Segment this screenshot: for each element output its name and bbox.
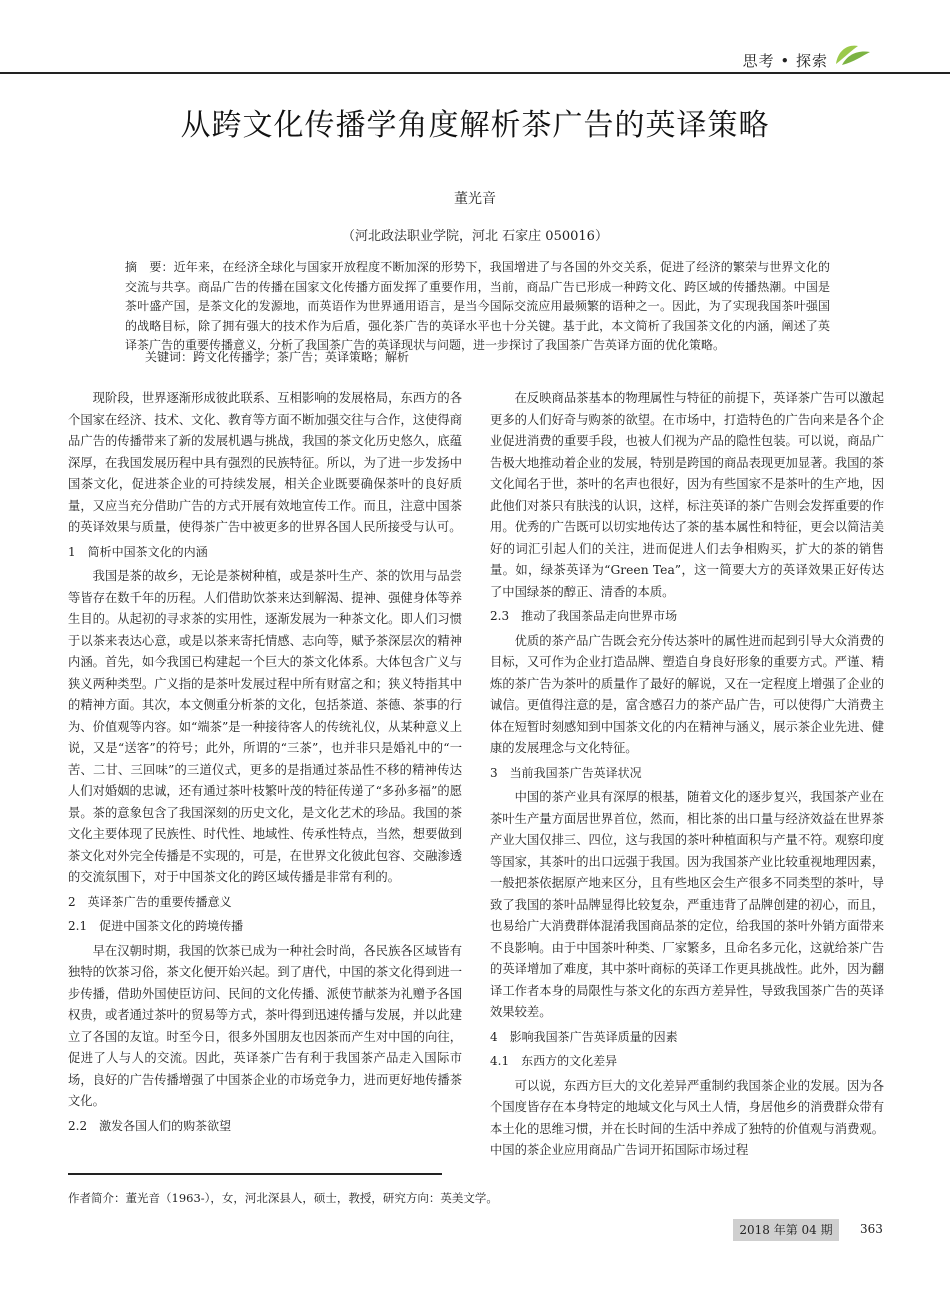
section-heading: 1 简析中国茶文化的内涵 (68, 544, 208, 559)
subsection-heading: 2.1 促进中国茶文化的跨境传播 (68, 919, 244, 933)
page-number: 363 (860, 1222, 883, 1236)
paper-title: 从跨文化传播学角度解析茶广告的英译策略 (180, 108, 770, 143)
right-column (490, 388, 884, 1162)
paragraph: 在反映商品茶基本的物理属性与特征的前提下，英译茶广告可以激起更多的人们好奇与购茶的欲望。在市场中，打造特色的广告向来是各个企业促进消费的重要手段，也被人们视为产品的隐性包装。可以说，商品广告极大地推动着企业的发展，特别是跨国的商品表现更加显著。我国的茶文化闻名于世，茶叶的名声也很好，因为有些国家不是茶叶的生产地，因此他们对茶只有肤浅的认识，这样，标注英译的茶广告则会发挥重要的作用。优秀的广告既可以切实地传达了茶的基本属性和特征，更会以简洁美好的词汇引起人们的关注，进而促进人们去争相购买，扩大的茶的销售量。如，绿茶英译为“Green Tea”，这一简要大方的英译效果正好传达了中国绿茶的醇正、清香的本质。 (490, 391, 884, 599)
subsection-heading: 4.1 东西方的文化差异 (490, 1054, 618, 1068)
affiliation: （河北政法职业学院，河北 石家庄 050016） (342, 229, 608, 244)
author-name: 董光音 (454, 191, 496, 207)
section-heading: 4 影响我国茶广告英译质量的因素 (490, 1029, 678, 1044)
paragraph: 优质的茶产品广告既会充分传达茶叶的属性进而起到引导大众消费的目标，又可作为企业打造品牌、塑造自身良好形象的重要方式。严谨、精炼的茶广告为茶叶的质量作了最好的解说，又在一定程度上增强了企业的诚信。更值得注意的是，富含感召力的茶产品广告，可以使得广大消费主体在短暂时刻感知到中国茶文化的内在精神与涵义，展示茶企业先进、健康的发展理念与文化特征。 (490, 633, 884, 755)
paragraph: 我国是茶的故乡，无论是茶树种植，或是茶叶生产、茶的饮用与品尝等皆存在数千年的历程。人们借助饮茶来达到解渴、提神、强健身体等养生目的。从起初的寻求茶的实用性，逐渐发展为一种茶文化。即人们习惯于以茶来表达心意，或是以茶来寄托情感、志向等，赋予茶深层次的精神内涵。首先，如今我国已构建起一个巨大的茶文化体系。大体包含广义与狭义两种类型。广义指的是茶叶发展过程中所有财富之和；狭义特指其中的精神方面。其次，本文侧重分析茶的文化，包括茶道、茶德、茶事的行为、价值观等内容。如“端茶”是一种接待客人的传统礼仪，从某种意义上说，又是“送客”的符号；此外，所谓的“三茶”，也并非只是婚礼中的“一苦、二甘、三回味”的三道仪式，更多的是指通过茶品性不移的精神传达人们对婚姻的忠诚，还有通过茶叶枝繁叶茂的特征传递了“多孙多福”的愿景。茶的意象包含了我国深刻的历史文化，是文化艺术的珍品。我国的茶文化主要体现了民族性、时代性、地域性、传承性特点，当然，想要做到茶文化对外完全传播是不实现的，可是，在世界文化彼此包容、交融渗透的交流氛围下，对于中国茶文化的跨区域传播是非常有利的。 (68, 569, 462, 884)
left-column (68, 388, 462, 1140)
subsection-heading: 2.3 推动了我国茶品走向世界市场 (490, 609, 678, 623)
author-footnote: 作者简介：董光音（1963-），女，河北深县人，硕士，教授，研究方向：英美文学。 (68, 1191, 498, 1205)
issue-label: 2018 年第 04 期 (733, 1219, 839, 1241)
subsection-heading: 2.2 激发各国人们的购茶欲望 (68, 1118, 232, 1133)
paragraph: 可以说，东西方巨大的文化差异严重制约我国茶企业的发展。因为各个国度皆存在本身特定的地域文化与风土人情，身居他乡的消费群众带有本土化的思维习惯，并在长时间的生活中养成了独特的价值观与消费观。中国的茶企业应用商品广告词开拓国际市场过程 (490, 1078, 884, 1157)
footnote-rule (68, 1173, 442, 1175)
header-rule (0, 72, 950, 74)
paragraph: 现阶段，世界逐渐形成彼此联系、互相影响的发展格局，东西方的各个国家在经济、技术、文化、教育等方面不断加强交往与合作，这使得商品广告的传播带来了新的发展机遇与挑战，我国的茶文化历史悠久，底蕴深厚，在我国发展历程中具有强烈的民族特征。所以，为了进一步发扬中国茶文化，促进茶企业的可持续发展，相关企业既要确保茶叶的良好质量，又应当充分借助广告的方式开展有效地宣传工作。而且，注意中国茶的英译效果与质量，使得茶广告中被更多的世界各国人民所接受与认可。 (68, 391, 462, 534)
section-header: 思考 • 探索 (742, 52, 828, 70)
paragraph: 早在汉朝时期，我国的饮茶已成为一种社会时尚，各民族各区域皆有独特的饮茶习俗，茶文化便开始兴起。到了唐代，中国的茶文化得到进一步传播，借助外国使臣访问、民间的文化传播、派使节献茶为礼赠予各国权贵，或者通过茶叶的贸易等方式，茶叶得到迅速传播与发展，并以此建立了各国的友谊。时至今日，很多外国朋友也因茶而产生对中国的向往，促进了人与人的交流。因此，英译茶广告有利于我国茶产品走入国际市场，良好的广告传播增强了中国茶企业的市场竞争力，进而更好地传播茶文化。 (68, 943, 462, 1108)
keywords: 关键词：跨文化传播学；茶广告；英译策略；解析 (145, 350, 410, 364)
section-heading: 3 当前我国茶广告英译状况 (490, 765, 642, 780)
paragraph: 中国的茶产业具有深厚的根基，随着文化的逐步复兴，我国茶产业在茶叶生产量方面居世界首位，然而，相比茶的出口量与经济效益在世界茶产业大国仅排三、四位，这与我国的茶叶种植面积与产量不符。观察印度等国家，其茶叶的出口远强于我国。因为我国茶产业比较重视地理因素，一般把茶依据原产地来区分，且有些地区会生产很多不同类型的茶叶，导致了我国的茶叶品牌显得比较复杂，严重违背了品牌创建的初心，而且，也易给广大消费群体混淆我国商品茶的定位，给我国的茶叶外销方面带来不良影响。由于中国茶叶种类、厂家繁多，且命名多元化，这就给茶广告的英译增加了难度，其中茶叶商标的英译工作更具挑战性。此外，因为翻译工作者本身的局限性与茶文化的东西方差异性，导致我国茶广告的英译效果较差。 (490, 790, 884, 1019)
abstract: 摘 要：近年来，在经济全球化与国家开放程度不断加深的形势下，我国增进了与各国的外交关系，促进了经济的繁荣与世界文化的交流与共享。商品广告的传播在国家文化传播方面发挥了重要作用，当前，商品广告已形成一种跨文化、跨区域的传播热潮。中国是茶叶盛产国，是茶文化的发源地，而英语作为世界通用语言，是当今国际交流应用最频繁的语种之一。因此，为了实现我国茶叶强国的战略目标，除了拥有强大的技术作为后盾，强化茶广告的英译水平也十分关键。基于此，本文简析了我国茶文化的内涵，阐述了英译茶广告的重要传播意义，分析了我国茶广告的英译现状与问题，进一步探讨了我国茶广告英译方面的优化策略。 (125, 260, 830, 352)
leaf-icon (832, 38, 872, 68)
section-heading: 2 英译茶广告的重要传播意义 (68, 894, 232, 909)
